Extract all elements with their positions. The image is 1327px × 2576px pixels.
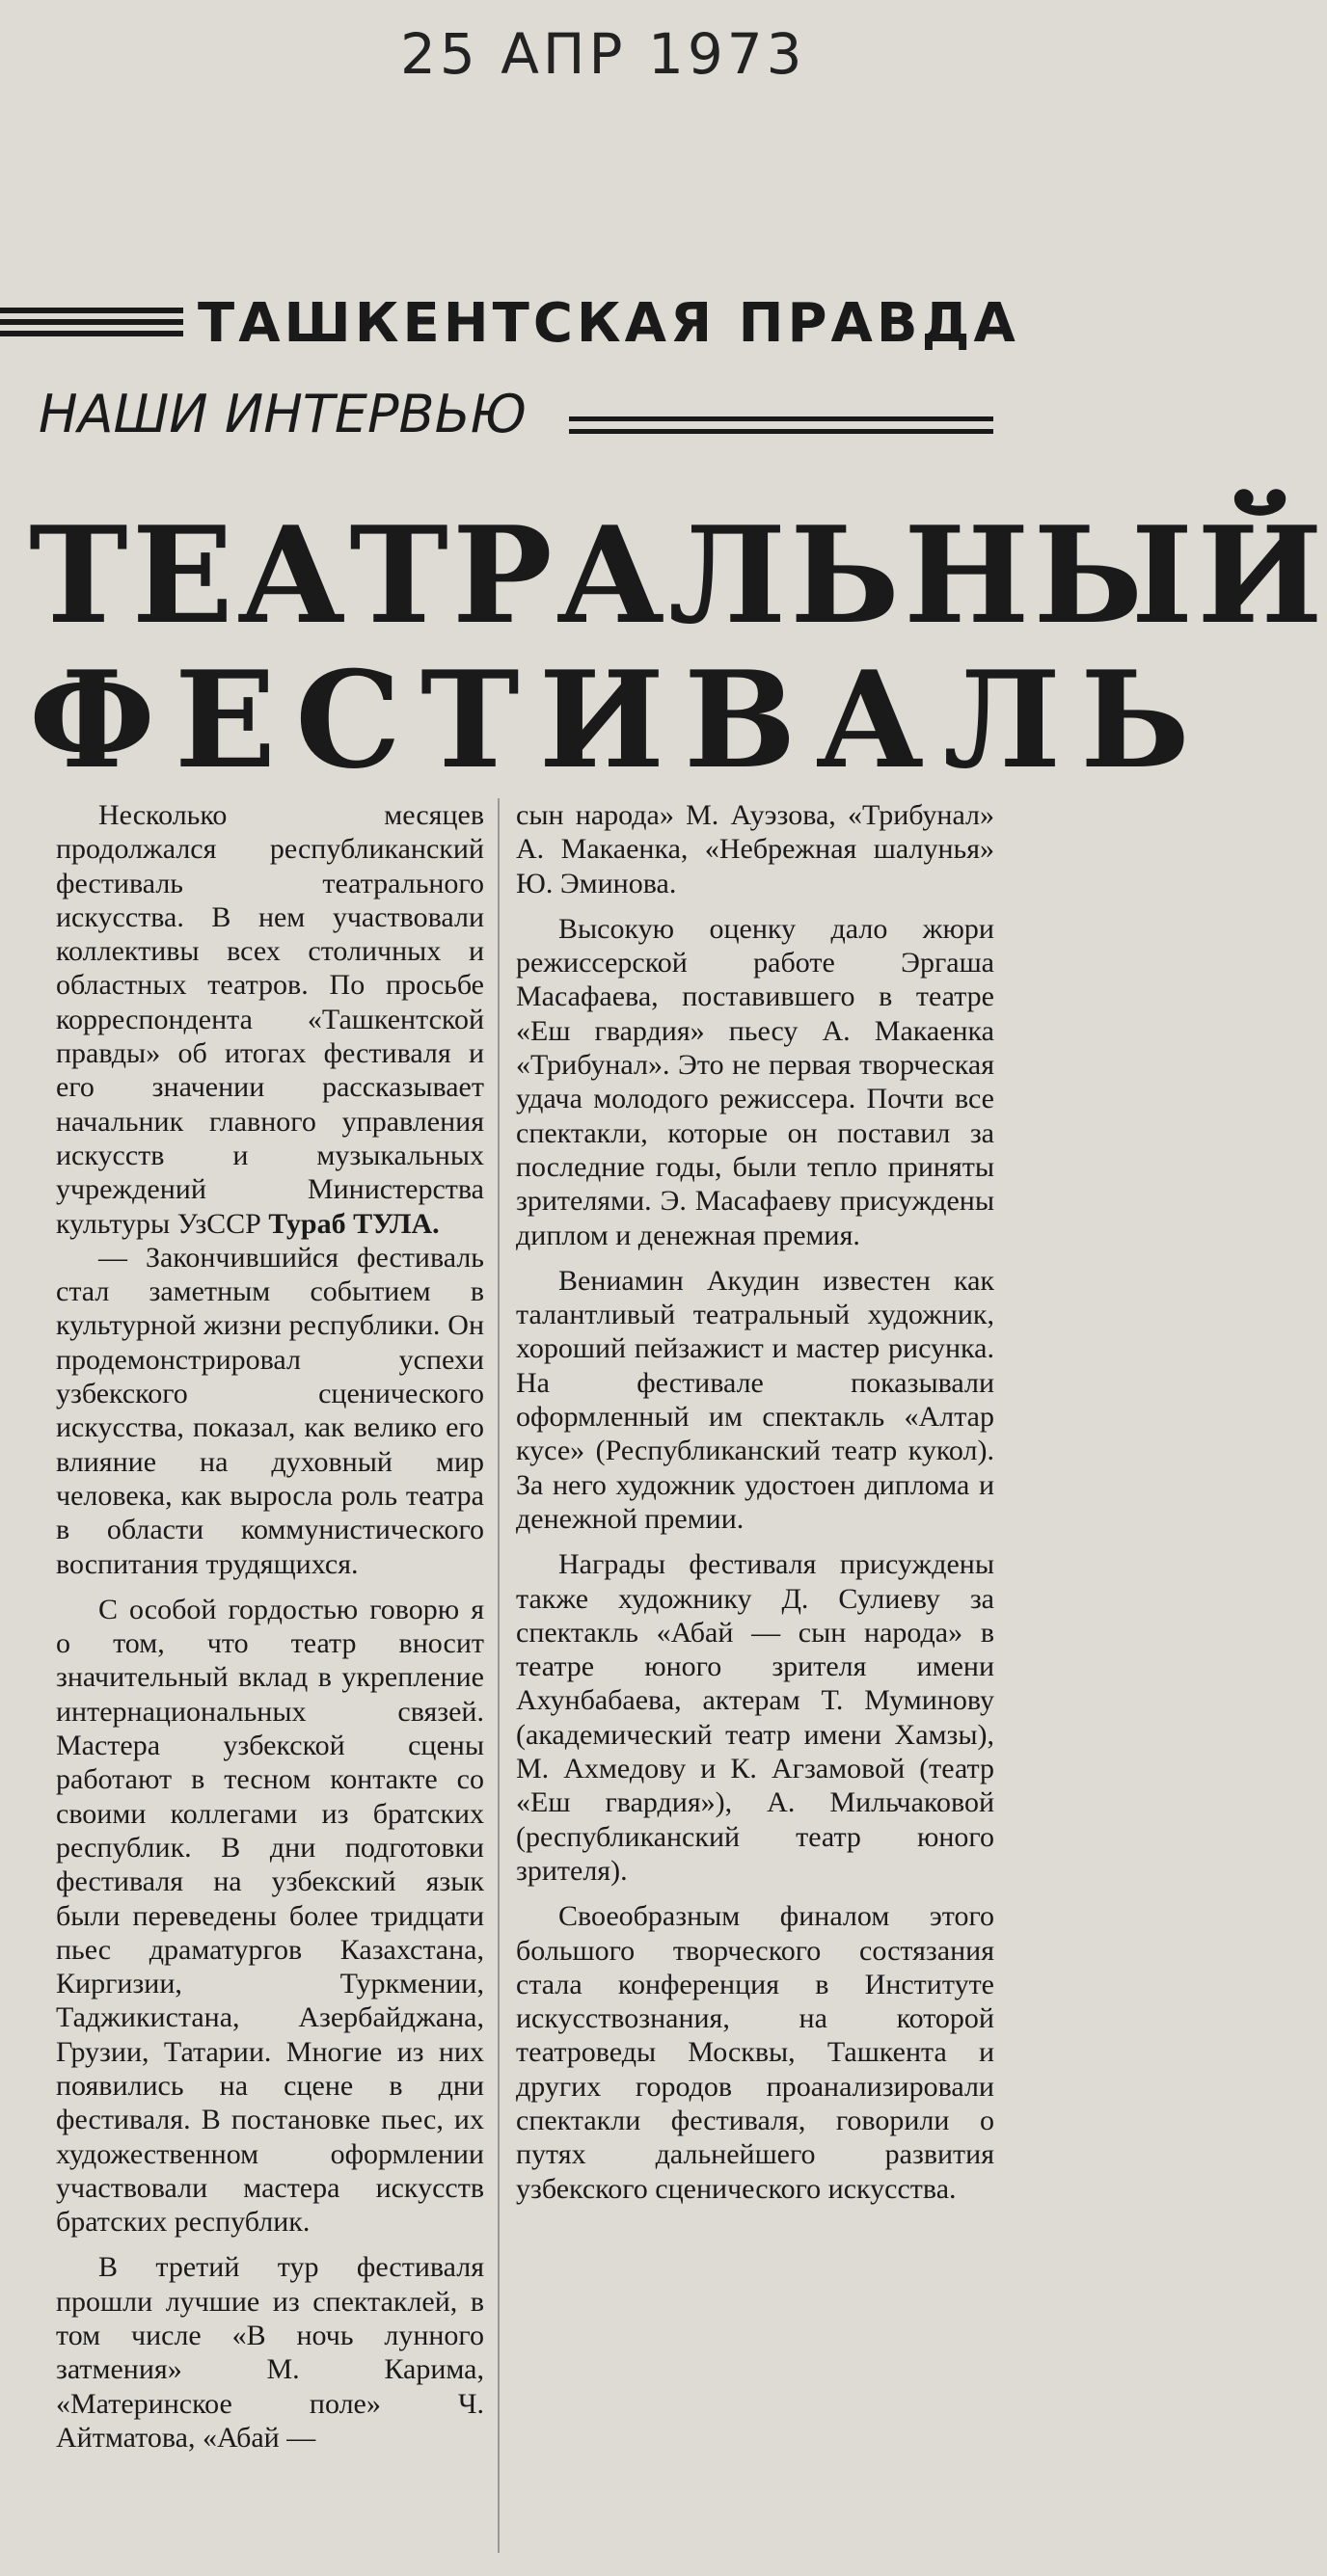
column-divider — [498, 798, 500, 2553]
intro-text: Несколько месяцев продолжался республиканский фестиваль театрального искусства. В нем участвовали коллективы всех столичных и областных театров. По просьбе корреспондента «Ташкентской правды» об итогах фестиваля и его значении рассказывает начальник главного управления искусств и музыкальных учреждений Министерства культуры УзССР — [56, 799, 484, 1240]
article-paragraph: В третий тур фестиваля прошли лучшие из спектаклей, в том числе «В ночь лунного затмения» М. Карима, «Материнское поле» Ч. Айтматова, «Абай — — [56, 2251, 484, 2454]
intro-paragraph — [56, 798, 484, 1241]
article-column-left — [56, 798, 484, 2455]
masthead-rules — [0, 308, 183, 342]
newspaper-masthead — [0, 292, 1019, 362]
article-paragraph: С особой гордостью говорю я о том, что театр вносит значительный вклад в укрепление интернациональных связей. Мастера узбекской сцены работают в тесном контакте со своими коллегами из братских республик. В дни подготовки фестиваля на узбекский язык были переведены более тридцати пьес драматургов Казахстана, Киргизии, Туркмении, Таджикистана, Азербайджана, Грузии, Татарии. Многие из них появились на сцене в дни фестиваля. В постановке пьес, их художественном оформлении участвовали мастера искусств братских республик. — [56, 1593, 484, 2239]
headline-line-2: ФЕСТИВАЛЬ — [29, 641, 1209, 798]
archive-date-stamp: 25 АПР 1973 — [400, 21, 806, 87]
headline-line-1: ТЕАТРАЛЬНЫЙ — [29, 496, 1327, 654]
article-paragraph: Своеобразным финалом этого большого творческого состязания стала конференция в Институте искусствознания, на которой театроведы Москвы, Ташкента и других городов проанализировали спектакли фестиваля, говорили о путях дальнейшего развития узбекского сценического искусства. — [516, 1900, 994, 2205]
article-column-right — [516, 798, 994, 2206]
author-name: Тураб ТУЛА. — [268, 1207, 440, 1240]
article-paragraph: сын народа» М. Ауэзова, «Трибунал» А. Макаенка, «Небрежная шалунья» Ю. Эминова. — [516, 799, 994, 899]
article-paragraph: Награды фестиваля присуждены также художнику Д. Сулиеву за спектакль «Абай — сын народа» в театре юного зрителя имени Ахунбабаева, актерам Т. Муминову (академический театр имени Хамзы), М. Ахмедову и К. Агзамовой (театр «Еш гвардия»), А. Мильчаковой (республиканский театр юного зрителя). — [516, 1548, 994, 1887]
article-paragraph: — Закончившийся фестиваль стал заметным событием в культурной жизни республики. Он продемонстрировал успехи узбекского сценического искусства, показал, как велико его влияние на духовный мир человека, как выросла роль театра в области коммунистического воспитания трудящихся. — [56, 1241, 484, 1580]
article-paragraph: Вениамин Акудин известен как талантливый театральный художник, хороший пейзажист и мастер рисунка. На фестивале показывали оформленный им спектакль «Алтар кусе» (Республиканский театр кукол). За него художник удостоен диплома и денежной премии. — [516, 1264, 994, 1535]
article-paragraph: Высокую оценку дало жюри режиссерской работе Эргаша Масафаева, поставившего в театре «Еш гвардия» пьесу А. Макаенка «Трибунал». Это не первая творческая удача молодого режиссера. Почти все спектакли, которые он поставил за последние годы, были тепло приняты зрителями. Э. Масафаеву присуждены диплом и денежная премия. — [516, 912, 994, 1251]
section-rubric: НАШИ ИНТЕРВЬЮ — [39, 384, 527, 444]
newspaper-title: ТАШКЕНТСКАЯ ПРАВДА — [198, 292, 1019, 355]
rubric-rules — [569, 416, 993, 442]
